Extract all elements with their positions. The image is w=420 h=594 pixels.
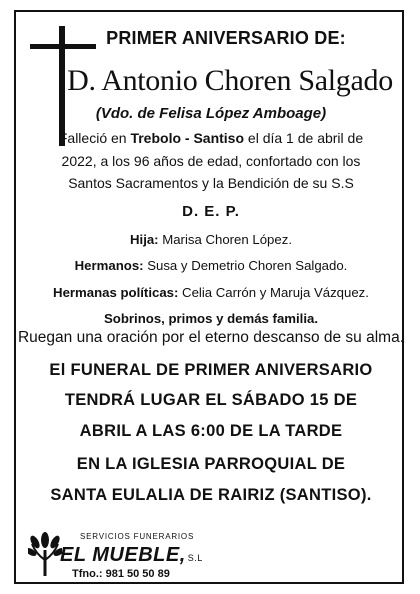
prayer-request: Ruegan una oración por el eterno descanso de su alma. bbox=[17, 329, 405, 346]
logo-tagline: SERVICIOS FUNERARIOS bbox=[80, 532, 195, 541]
dep-label: D. E. P. bbox=[182, 203, 240, 220]
death-notice-line-2: 2022, a los 96 años de edad, confortado con los bbox=[61, 153, 361, 169]
funeral-line-1: El FUNERAL DE PRIMER ANIVERSARIO bbox=[49, 361, 373, 379]
funeral-line-2: TENDRÁ LUGAR EL SÁBADO 15 DE bbox=[64, 391, 358, 409]
logo-brand-suffix: S.L bbox=[187, 553, 203, 563]
funeral-home-logo bbox=[28, 530, 228, 580]
family-names: Celia Carrón y Maruja Vázquez. bbox=[178, 285, 369, 300]
anniversary-heading: PRIMER ANIVERSARIO DE: bbox=[106, 28, 346, 48]
family-label: Hermanas políticas: bbox=[53, 285, 179, 300]
widow-note: (Vdo. de Felisa López Amboage) bbox=[95, 105, 327, 122]
obituary-card bbox=[14, 10, 404, 584]
logo-brand-name: EL MUEBLE, bbox=[60, 544, 186, 566]
death-notice-line-3: Santos Sacramentos y la Bendición de su S.S bbox=[68, 175, 354, 191]
family-names: Marisa Choren López. bbox=[158, 232, 292, 247]
family-row-daughter bbox=[16, 232, 406, 247]
deceased-name: D. Antonio Choren Salgado bbox=[67, 64, 393, 97]
family-row-sisters-in-law bbox=[16, 285, 406, 300]
tree-logo-icon bbox=[28, 530, 62, 578]
funeral-line-3: ABRIL A LAS 6:00 DE LA TARDE bbox=[79, 422, 343, 440]
death-notice-text: Falleció en bbox=[58, 130, 131, 146]
funeral-line-5: SANTA EULALIA DE RAIRIZ (SANTISO). bbox=[50, 486, 372, 504]
death-notice-text: el día 1 de abril de bbox=[244, 130, 364, 146]
death-notice-line-1 bbox=[16, 130, 406, 146]
family-row-siblings bbox=[16, 258, 406, 273]
family-label: Hermanos: bbox=[74, 258, 144, 273]
family-names: Susa y Demetrio Choren Salgado. bbox=[143, 258, 348, 273]
family-row-others: Sobrinos, primos y demás familia. bbox=[104, 311, 318, 326]
death-place: Trebolo - Santiso bbox=[130, 130, 245, 146]
logo-phone: Tfno.: 981 50 50 89 bbox=[72, 568, 170, 580]
logo-brand bbox=[60, 544, 203, 567]
funeral-line-4: EN LA IGLESIA PARROQUIAL DE bbox=[76, 455, 346, 473]
family-label: Hija: bbox=[130, 232, 159, 247]
